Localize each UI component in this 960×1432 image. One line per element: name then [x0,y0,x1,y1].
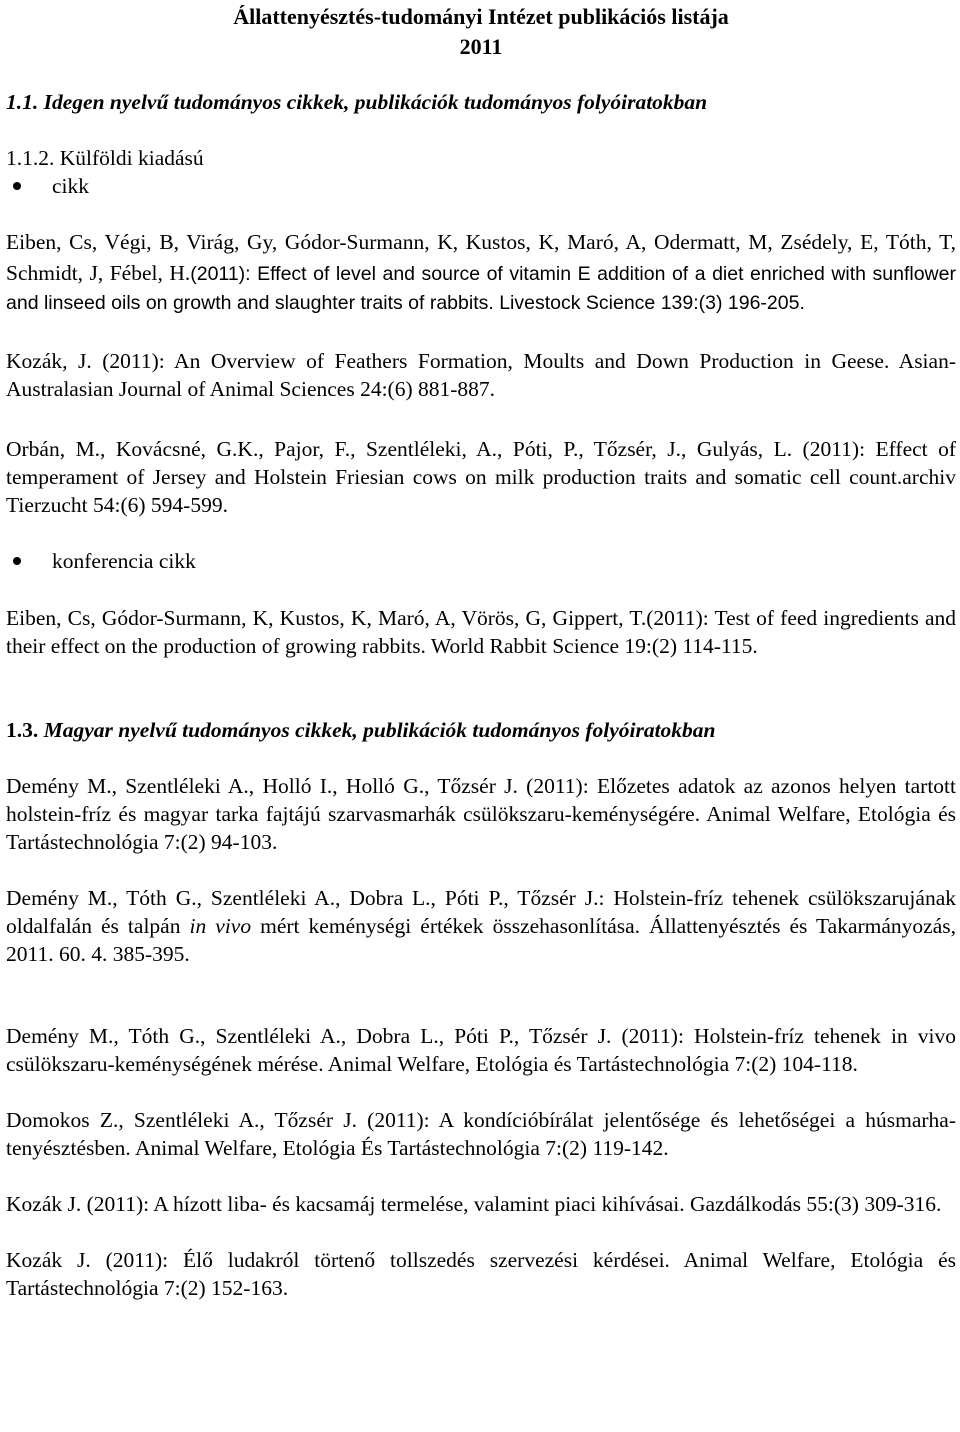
entry-text-part: Demény M., Tóth G., Szentléleki A., Dobra L., Póti P., Tőzsér J.: Holstein-fríz tehenek csülökszarujának oldalfalán és talpán [6,885,956,938]
section-number: 1.3. [6,717,39,742]
publication-entry: Domokos Z., Szentléleki A., Tőzsér J. (2011): A kondícióbírálat jelentősége és lehetőségei a húsmarha-tenyésztésben. Animal Welfare, Etológia És Tartástechnológia 7:(2) 119-142. [6,1107,956,1160]
publication-entry: Orbán, M., Kovácsné, G.K., Pajor, F., Szentléleki, A., Póti, P., Tőzsér, J., Gulyás, L. (2011): Effect of temperament of Jersey and Holstein Friesian cows on milk production traits and somatic cell count.archiv Tierzucht 54:(6) 594-599. [6,436,956,517]
publication-entry [6,228,956,319]
publication-list-page [6,0,956,1302]
publication-entry [6,347,956,403]
publication-entry: Demény M., Tóth G., Szentléleki A., Dobra L., Póti P., Tőzsér J. (2011): Holstein-fríz tehenek in vivo csülökszaru-keménységének mérése. Animal Welfare, Etológia és Tartástechnológia 7:(2) 104-118. [6,1023,956,1076]
section-title: Magyar nyelvű tudományos cikkek, publikációk tudományos folyóiratokban [38,717,716,742]
section-heading-1-3 [6,716,956,744]
entry-italic-term: in vivo [189,913,252,938]
entry-details: (2011): An Overview of Feathers Formation, Moults and Down Production in Geese. Asian-Australasian Journal of Animal Sciences 24:(6) 881-887. [6,348,956,401]
publication-entry [6,884,956,968]
publication-entry: Kozák J. (2011): Élő ludakról törtenő tollszedés szervezési kérdései. Animal Welfare, Etológia és Tartástechnológia 7:(2) 152-163. [6,1247,956,1300]
publication-entry: Kozák J. (2011): A hízott liba- és kacsamáj termelése, valamint piaci kihívásai. Gazdálkodás 55:(3) 309-316. [6,1191,942,1216]
bullet-item-cikk [6,172,956,200]
entry-text-part: mért keménységi értékek összehasonlítása. Állattenyésztés és Takarmányozás, 2011. 60. 4. 385-395. [6,913,956,966]
page-year: 2011 [459,34,503,59]
bullet-icon [13,557,21,565]
publication-entry: Eiben, Cs, Gódor-Surmann, K, Kustos, K, Maró, A, Vörös, G, Gippert, T.(2011): Test of feed ingredients and their effect on the production of growing rabbits. World Rabbit Science 19:(2) 114-115. [6,605,956,658]
bullet-icon [13,182,21,190]
entry-authors: Kozák, J. [6,348,92,373]
publication-entry: Demény M., Szentléleki A., Holló I., Holló G., Tőzsér J. (2011): Előzetes adatok az azonos helyen tartott holstein-fríz és magyar tarka fajtájú szarvasmarhák csülökszaru-keménységére. Animal Welfare, Etológia és Tartástechnológia 7:(2) 94-103. [6,773,956,854]
page-title: Állattenyésztés-tudományi Intézet publikációs listája [233,4,729,29]
section-heading-1-1: 1.1. Idegen nyelvű tudományos cikkek, publikációk tudományos folyóiratokban [6,90,708,114]
bullet-label-konferencia: konferencia cikk [52,548,196,573]
entry-authors: Eiben, Cs, Végi, B, Virág, Gy, Gódor-Surmann, K, Kustos, K, Maró, A, Odermatt, M, Zsédely, E, Tóth, T, Schmidt, J, Fébel, H. [6,230,956,285]
bullet-item-konferencia [6,547,956,575]
bullet-label-cikk: cikk [52,174,90,198]
subsection-heading-1-1-2: 1.1.2. Külföldi kiadású [6,146,204,170]
entry-details: (2011): Effect of level and source of vitamin E addition of a diet enriched with sunflower and linseed oils on growth and slaughter traits of rabbits. Livestock Science 139:(3) 196-205. [6,262,956,314]
